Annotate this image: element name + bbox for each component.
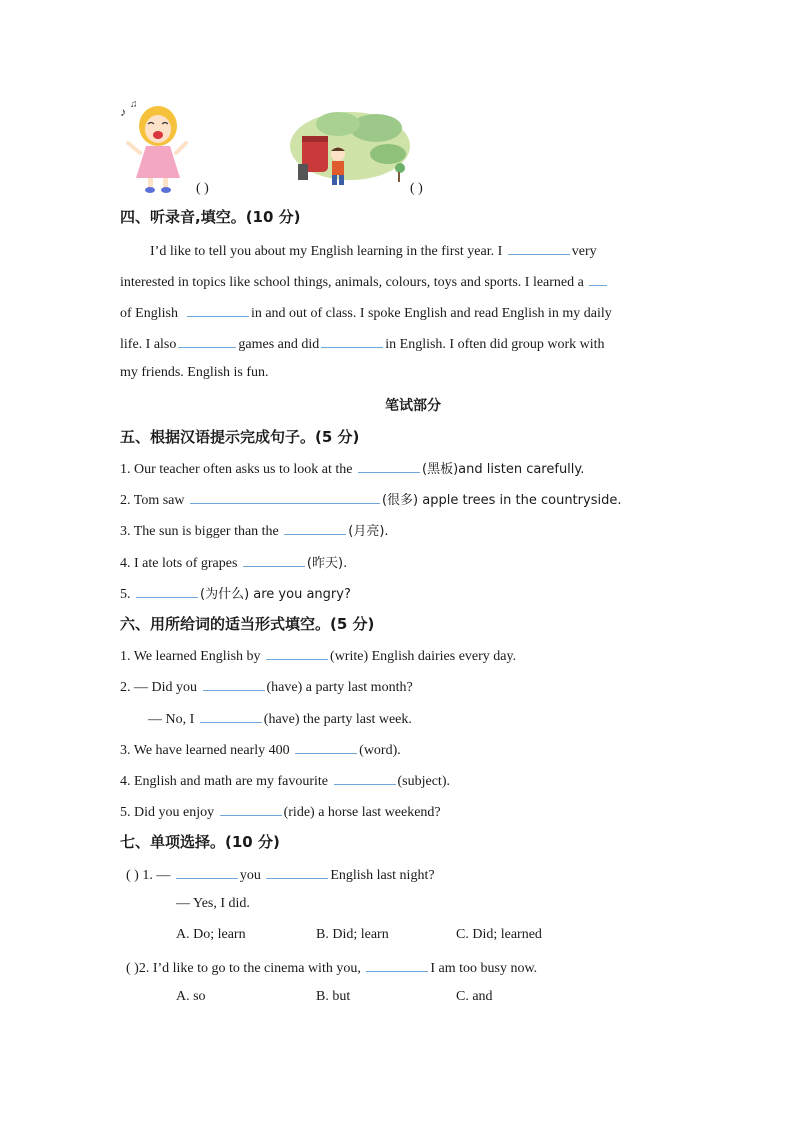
answer-blank[interactable] (334, 770, 396, 785)
section5-item-3: 3. The sun is bigger than the (月亮). (120, 520, 389, 541)
section7-heading: 七、单项选择。(10 分) (120, 833, 280, 851)
section5-item-1: 1. Our teacher often asks us to look at the (黑板)and listen carefully. (120, 458, 584, 479)
svg-text:♪: ♪ (120, 105, 126, 119)
answer-blank[interactable] (284, 520, 346, 535)
answer-blank[interactable] (295, 739, 357, 754)
section4-heading: 四、听录音,填空。(10 分) (120, 208, 301, 226)
hiker-illustration (288, 106, 412, 196)
section7-q1-option-c[interactable]: C. Did; learned (456, 927, 542, 942)
section6-item-5: 5. Did you enjoy (ride) a horse last weekend? (120, 801, 441, 822)
answer-blank[interactable] (136, 583, 198, 598)
section5-heading: 五、根据汉语提示完成句子。(5 分) (120, 428, 360, 446)
section5-item-5: 5. (为什么) are you angry? (120, 583, 351, 604)
q1-answer-paren[interactable]: ( ) (126, 868, 139, 883)
section6-item-4: 4. English and math are my favourite (subject). (120, 770, 450, 791)
singing-girl-illustration (118, 98, 188, 196)
answer-blank[interactable] (203, 676, 265, 691)
section7-q2-option-a[interactable]: A. so (176, 989, 206, 1004)
section7-q1-option-b[interactable]: B. Did; learn (316, 927, 389, 942)
section4-line-1: I’d like to tell you about my English learning in the first year. I very (150, 240, 597, 261)
answer-blank[interactable] (220, 801, 282, 816)
section4-line-4: life. I also games and did in English. I often did group work with (120, 333, 605, 354)
section6-item-1: 1. We learned English by (write) English dairies every day. (120, 645, 516, 666)
section6-item-2-reply: — No, I (have) the party last week. (148, 708, 412, 729)
answer-blank[interactable] (243, 552, 305, 567)
answer-blank[interactable] (266, 645, 328, 660)
answer-blank[interactable] (176, 864, 238, 879)
svg-text:♫: ♫ (130, 99, 138, 110)
section5-item-2: 2. Tom saw (很多) apple trees in the countryside. (120, 489, 621, 510)
section7-q2-option-c[interactable]: C. and (456, 989, 493, 1004)
answer-blank[interactable] (200, 708, 262, 723)
q2-answer-paren[interactable]: ( ) (126, 961, 139, 976)
girl-answer-paren[interactable]: ( ) (196, 181, 209, 196)
section7-q1: ( ) 1. — you English last night? (126, 864, 435, 885)
section7-q1-reply: — Yes, I did. (176, 896, 250, 911)
hiker-answer-paren[interactable]: ( ) (410, 181, 423, 196)
answer-blank[interactable] (589, 271, 607, 286)
section7-q2-option-b[interactable]: B. but (316, 989, 351, 1004)
section4-line-2: interested in topics like school things, animals, colours, toys and sports. I learned a (120, 271, 609, 292)
answer-blank[interactable] (321, 333, 383, 348)
section7-q1-option-a[interactable]: A. Do; learn (176, 927, 246, 942)
section5-item-4: 4. I ate lots of grapes (昨天). (120, 552, 347, 573)
section4-line-3: of English in and out of class. I spoke English and read English in my daily (120, 302, 612, 323)
answer-blank[interactable] (190, 489, 380, 504)
answer-blank[interactable] (366, 957, 428, 972)
section4-line-5: my friends. English is fun. (120, 365, 269, 380)
answer-blank[interactable] (266, 864, 328, 879)
answer-blank[interactable] (508, 240, 570, 255)
written-part-title: 笔试部分 (385, 398, 441, 414)
answer-blank[interactable] (358, 458, 420, 473)
answer-blank[interactable] (187, 302, 249, 317)
section6-item-2: 2. — Did you (have) a party last month? (120, 676, 413, 697)
section6-item-3: 3. We have learned nearly 400 (word). (120, 739, 401, 760)
section7-q2: ( )2. I’d like to go to the cinema with you, I am too busy now. (126, 957, 537, 978)
answer-blank[interactable] (178, 333, 236, 348)
section6-heading: 六、用所给词的适当形式填空。(5 分) (120, 615, 375, 633)
